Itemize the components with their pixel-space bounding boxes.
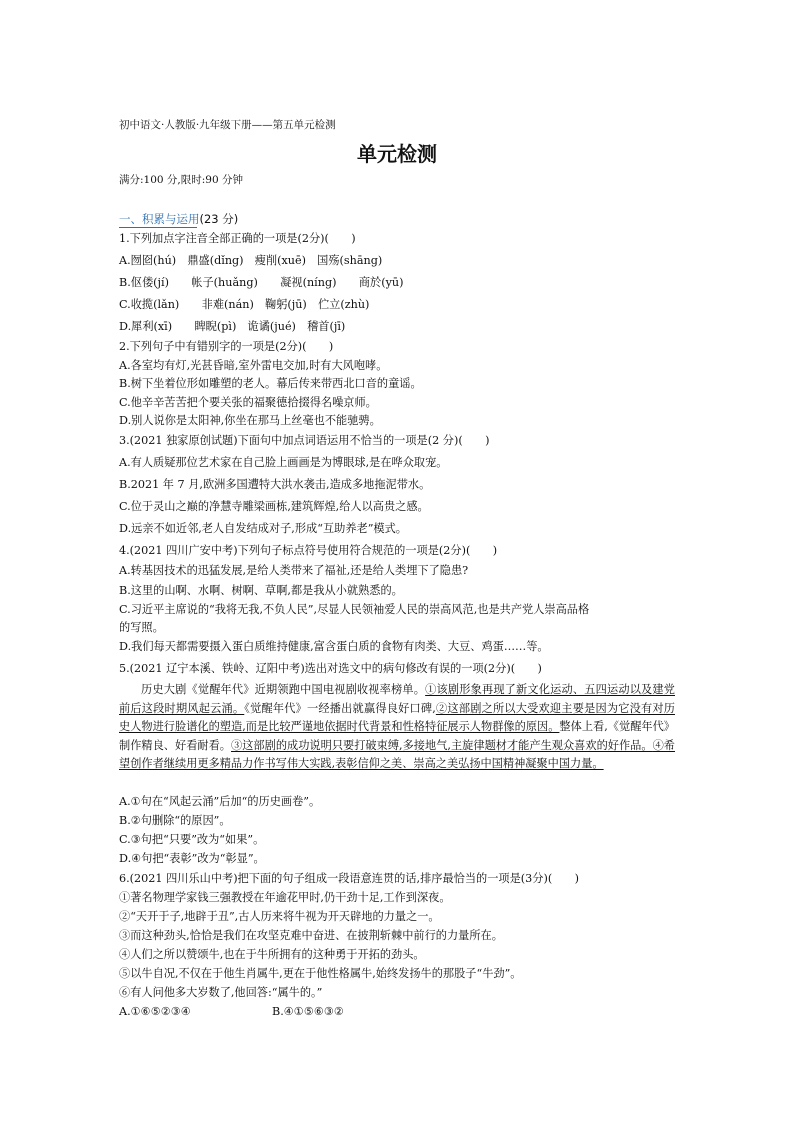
q3-option-c: C.位于灵山之巅的净慧寺雕梁画栋,建筑辉煌,给人以高贵之感。 [119, 500, 429, 513]
q4-option-c: C.习近平主席说的“我将无我,不负人民”,尽显人民领袖爱人民的崇高风范,也是共产党人崇高品格 [119, 603, 590, 616]
q1-stem: 1.下列加点字注音全部正确的一项是(2分)( ) [119, 232, 356, 245]
q4-option-b: B.这里的山啊、水啊、树啊、草啊,都是我从小就熟悉的。 [119, 584, 403, 597]
q4-stem: 4.(2021 四川广安中考)下列句子标点符号使用符合规范的一项是(2分)( ) [119, 544, 498, 557]
q5-sentence-2: ②这部剧之所以大受欢迎主要是因为它没有对历史人物进行脸谱化的塑造,而是比较严谨地依据时代背景和性格特征展示人物群像的原因。 [119, 701, 675, 734]
q5-passage-mid2: 整体上看,《觉醒年代》制作精良、好看耐看。 [119, 720, 675, 752]
q5-option-d: D.④句把“表彰”改为“彰显”。 [119, 852, 265, 865]
q2-option-c: C.他辛辛苦苦把个要关张的福聚德拾掇得名噪京师。 [119, 396, 377, 409]
document-header: 初中语文·人教版·九年级下册——第五单元检测 [119, 119, 336, 131]
q3-stem: 3.(2021 独家原创试题)下面句中加点词语运用不恰当的一项是(2 分)( ) [119, 434, 490, 447]
q4-option-d: D.我们每天都需要摄入蛋白质维持健康,富含蛋白质的食物有肉类、大豆、鸡蛋……等。 [119, 640, 549, 653]
q3-option-d: D.远亲不如近邻,老人自发结成对子,形成“互助养老”模式。 [119, 522, 407, 535]
q6-sentence-4: ④人们之所以赞颂牛,也在于牛所拥有的这种勇于开拓的劲头。 [119, 948, 425, 961]
q6-stem: 6.(2021 四川乐山中考)把下面的句子组成一段语意连贯的话,排序最恰当的一项是(3分)( ) [119, 872, 579, 885]
q5-sentence-4: ④希望创作者继续用更多精品力作书写伟大实践,表彰信仰之美、崇高之美弘扬中国精神凝聚中国力量。 [119, 738, 675, 771]
q6-sentence-1: ①著名物理学家钱三强教授在年逾花甲时,仍干劲十足,工作到深夜。 [119, 891, 451, 904]
q3-option-b: B.2021 年 7 月,欧洲多国遭特大洪水袭击,造成多地拖泥带水。 [119, 478, 431, 491]
q5-passage [119, 681, 675, 774]
q5-sentence-3: ③这部剧的成功说明只要打破束缚,多接地气,主旋律题材才能产生观众喜欢的好作品。 [231, 738, 653, 752]
q3-option-a: A.有人质疑那位艺术家在自己脸上画画是为博眼球,是在哗众取宠。 [119, 456, 448, 469]
q6-option-a: A.①⑥⑤②③④ [119, 1005, 191, 1018]
q6-sentence-5: ⑤以牛自况,不仅在于他生肖属牛,更在于他性格属牛,始终发扬牛的那股子“牛劲”。 [119, 967, 522, 980]
q2-stem: 2.下列句子中有错别字的一项是(2分)( ) [119, 340, 334, 353]
q4-option-c-cont: 的写照。 [119, 621, 164, 634]
q2-option-b: B.树下坐着位形如雕塑的老人。幕后传来带西北口音的童谣。 [119, 377, 422, 390]
q6-option-b: B.④①⑤⑥③② [272, 1005, 344, 1018]
section-underline [119, 227, 197, 228]
page-title: 单元检测 [357, 142, 437, 166]
q5-passage-mid: 《觉醒年代》一经播出就赢得良好口碑, [244, 701, 436, 715]
q1-option-a: A.囫囵(hú) 鼎盛(dǐng) 瘦削(xuē) 国殇(shāng) [119, 254, 383, 267]
q1-option-d: D.犀利(xī) 睥睨(pì) 诡谲(jué) 稽首(jī) [119, 320, 346, 333]
q1-option-c: C.收揽(lǎn) 非难(nán) 鞠躬(jū) 伫立(zhù) [119, 298, 370, 311]
q2-option-a: A.各室均有灯,光甚昏暗,室外雷电交加,时有大风咆哮。 [119, 359, 388, 372]
q6-sentence-6: ⑥有人问他多大岁数了,他回答:“属牛的。” [119, 986, 323, 999]
q1-option-b: B.伛偻(jí) 帐子(huǎng) 凝视(níng) 商於(yū) [119, 276, 404, 289]
q5-passage-intro: 历史大剧《觉醒年代》近期领跑中国电视剧收视率榜单。 [141, 683, 426, 696]
section-heading [119, 212, 238, 226]
q5-option-b: B.②句删除“的原因”。 [119, 814, 231, 827]
q6-sentence-3: ③而这种劲头,恰恰是我们在攻坚克难中奋进、在披荆斩棘中前行的力量所在。 [119, 929, 503, 942]
section-heading-points: (23 分) [199, 212, 239, 226]
q4-option-a: A.转基因技术的迅猛发展,是给人类带来了福祉,还是给人类埋下了隐患? [119, 564, 469, 577]
q5-option-a: A.①句在“风起云涌”后加“的历史画卷”。 [119, 795, 321, 808]
q5-sentence-1: ①该剧形象再现了新文化运动、五四运动以及建党前后这段时期风起云涌。 [119, 683, 675, 715]
section-heading-label: 一、积累与运用 [119, 212, 200, 226]
score-info: 满分:100 分,限时:90 分钟 [119, 174, 243, 186]
q5-option-c: C.③句把“只要”改为“如果”。 [119, 833, 265, 846]
q2-option-d: D.别人说你是太阳神,你坐在那马上丝毫也不能驰骋。 [119, 414, 381, 427]
q6-sentence-2: ②“天开于子,地辟于丑”,古人历来将牛视为开天辟地的力量之一。 [119, 910, 440, 923]
q5-stem: 5.(2021 辽宁本溪、铁岭、辽阳中考)选出对选文中的病句修改有误的一项(2分)( ) [119, 662, 542, 675]
